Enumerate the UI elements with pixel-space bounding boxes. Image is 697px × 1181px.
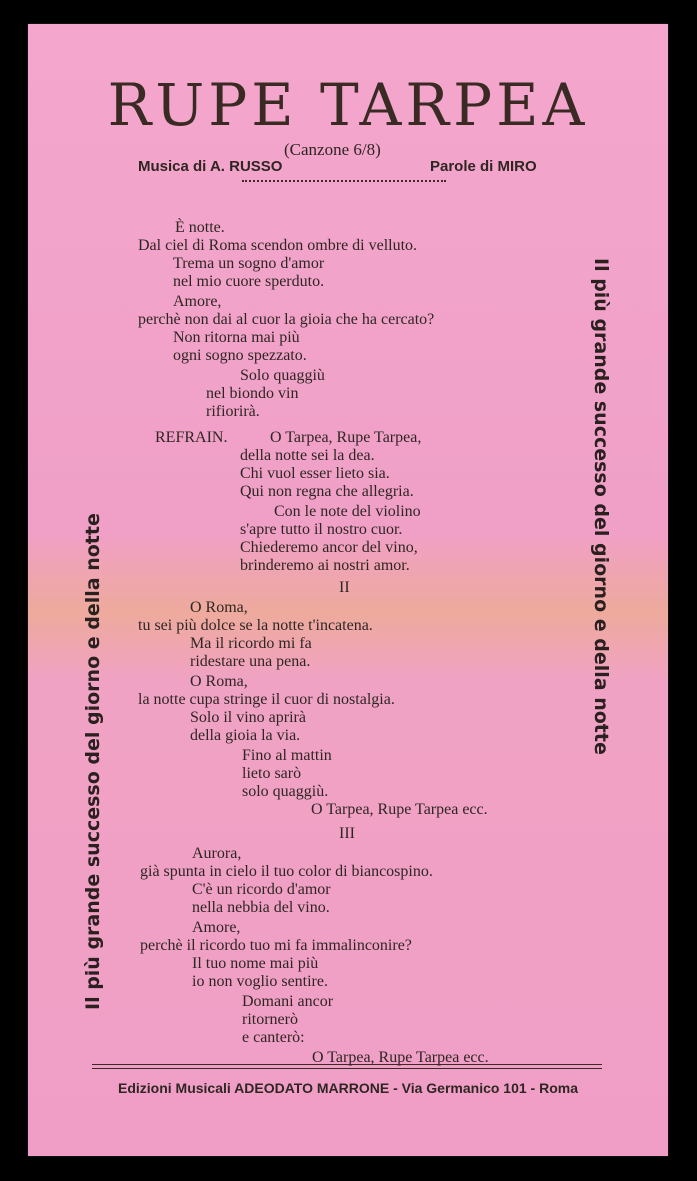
lyric-line: Domani ancor xyxy=(242,993,334,1010)
lyrics-credit: Parole di MIRO xyxy=(430,158,537,175)
lyric-line: perchè non dai al cuor la gioia che ha cercato? xyxy=(138,311,435,328)
lyric-line: ogni sogno spezzato. xyxy=(173,347,307,364)
lyric-line: O Tarpea, Rupe Tarpea ecc. xyxy=(312,1049,489,1066)
footer-rule xyxy=(92,1064,602,1065)
song-subtitle: (Canzone 6/8) xyxy=(284,140,381,159)
lyric-line: Amore, xyxy=(192,919,241,936)
lyric-line: Solo quaggiù xyxy=(240,367,325,384)
lyric-line: O Tarpea, Rupe Tarpea ecc. xyxy=(311,801,488,818)
lyric-line: e canterò: xyxy=(242,1029,305,1046)
publisher-footer: Edizioni Musicali ADEODATO MARRONE - Via Germanico 101 - Roma xyxy=(117,1080,579,1096)
lyric-line: O Roma, xyxy=(190,673,248,690)
lyric-line: Fino al mattin xyxy=(242,747,332,764)
lyric-line: Solo il vino aprirà xyxy=(190,709,306,726)
lyric-line: Aurora, xyxy=(192,845,242,862)
lyric-line: C'è un ricordo d'amor xyxy=(192,881,331,898)
lyric-line: lieto sarò xyxy=(242,765,302,782)
lyric-line: Chi vuol esser lieto sia. xyxy=(240,465,390,482)
lyric-line: Qui non regna che allegria. xyxy=(240,483,414,500)
lyric-line: Amore, xyxy=(173,293,222,310)
lyric-line: Con le note del violino xyxy=(274,503,421,520)
dotted-divider xyxy=(242,180,446,188)
lyric-line: della gioia la via. xyxy=(190,727,301,744)
lyric-line: Dal ciel di Roma scendon ombre di velluto. xyxy=(138,237,418,254)
lyric-line: Il tuo nome mai più xyxy=(192,955,319,972)
side-slogan-right: Il più grande successo del giorno e della notte xyxy=(590,258,612,755)
lyric-line: O Tarpea, Rupe Tarpea, xyxy=(270,429,422,446)
side-slogan-left: Il più grande successo del giorno e della notte xyxy=(82,513,104,1010)
lyric-line: O Roma, xyxy=(190,599,248,616)
lyric-line: la notte cupa stringe il cuor di nostalgia. xyxy=(138,691,395,708)
lyric-line: Chiederemo ancor del vino, xyxy=(240,539,418,556)
footer-rule xyxy=(92,1068,602,1069)
lyric-line: s'apre tutto il nostro cuor. xyxy=(240,521,403,538)
lyric-line: solo quaggiù. xyxy=(242,783,329,800)
song-title: RUPE TARPEA xyxy=(107,71,589,139)
lyric-line: ridestare una pena. xyxy=(190,653,311,670)
verse-number: II xyxy=(339,579,350,596)
lyric-line: tu sei più dolce se la notte t'incatena. xyxy=(138,617,373,634)
lyric-line: nel biondo vin xyxy=(206,385,299,402)
lyric-line: brinderemo ai nostri amor. xyxy=(240,557,410,574)
lyric-line: Non ritorna mai più xyxy=(173,329,300,346)
lyric-line: già spunta in cielo il tuo color di biancospino. xyxy=(140,863,433,880)
lyric-line: rifiorirà. xyxy=(206,403,260,420)
lyric-line: Ma il ricordo mi fa xyxy=(190,635,312,652)
lyric-line: io non voglio sentire. xyxy=(192,973,328,990)
lyric-line: ritornerò xyxy=(242,1011,298,1028)
song-sheet xyxy=(28,24,668,1156)
lyric-line: nel mio cuore sperduto. xyxy=(173,273,325,290)
lyric-line: della notte sei la dea. xyxy=(240,447,375,464)
verse-number: III xyxy=(339,825,355,842)
refrain-label: REFRAIN. xyxy=(155,429,228,446)
music-credit: Musica di A. RUSSO xyxy=(138,158,283,175)
lyric-line: Trema un sogno d'amor xyxy=(173,255,325,272)
lyric-line: È notte. xyxy=(175,219,225,236)
lyric-line: perchè il ricordo tuo mi fa immalinconire? xyxy=(140,937,412,954)
lyric-line: nella nebbia del vino. xyxy=(192,899,330,916)
